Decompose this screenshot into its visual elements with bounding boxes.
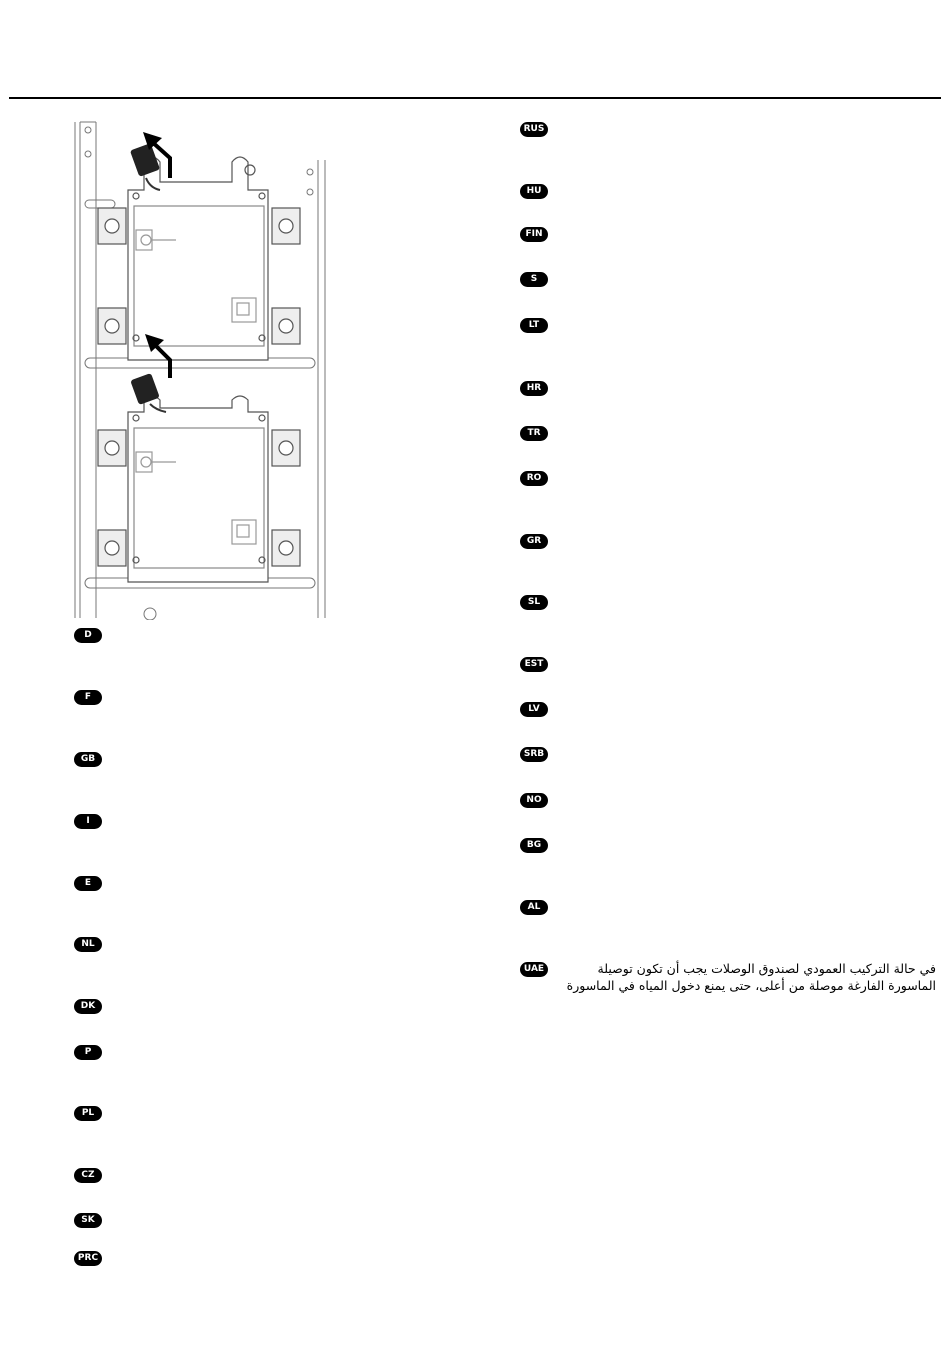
lang-badge-dk: DK — [74, 999, 102, 1014]
lang-badge-f: F — [74, 690, 102, 705]
lang-badge-uae: UAE — [520, 962, 548, 977]
lang-badge-lv: LV — [520, 702, 548, 717]
lang-badge-nl: NL — [74, 937, 102, 952]
lang-badge-i: I — [74, 814, 102, 829]
lang-badge-bg: BG — [520, 838, 548, 853]
lang-badge-no: NO — [520, 793, 548, 808]
lang-badge-s: S — [520, 272, 548, 287]
lang-badge-e: E — [74, 876, 102, 891]
lang-badge-est: EST — [520, 657, 548, 672]
lang-badge-tr: TR — [520, 426, 548, 441]
lang-badge-hu: HU — [520, 184, 548, 199]
lang-badge-pl: PL — [74, 1106, 102, 1121]
uae-instruction-text: في حالة التركيب العمودي لصندوق الوصلات يجب أن تكون توصيلة الماسورة الفارغة موصلة من أعلى، حتى يمنع دخول المياه في الماسورة — [566, 961, 936, 993]
lang-badge-fin: FIN — [520, 227, 548, 242]
lang-badge-al: AL — [520, 900, 548, 915]
lang-badge-hr: HR — [520, 381, 548, 396]
junction-box-upper — [98, 157, 300, 360]
header-rule — [9, 97, 941, 99]
lang-badge-sl: SL — [520, 595, 548, 610]
lang-badge-p: P — [74, 1045, 102, 1060]
lang-badge-cz: CZ — [74, 1168, 102, 1183]
lang-badge-prc: PRC — [74, 1251, 102, 1266]
lang-badge-gr: GR — [520, 534, 548, 549]
lang-badge-sk: SK — [74, 1213, 102, 1228]
lang-badge-srb: SRB — [520, 747, 548, 762]
junction-box-diagram — [60, 118, 340, 620]
lang-badge-ro: RO — [520, 471, 548, 486]
junction-box-lower — [98, 396, 300, 582]
lang-badge-rus: RUS — [520, 122, 548, 137]
lang-badge-d: D — [74, 628, 102, 643]
lang-badge-lt: LT — [520, 318, 548, 333]
lang-badge-gb: GB — [74, 752, 102, 767]
